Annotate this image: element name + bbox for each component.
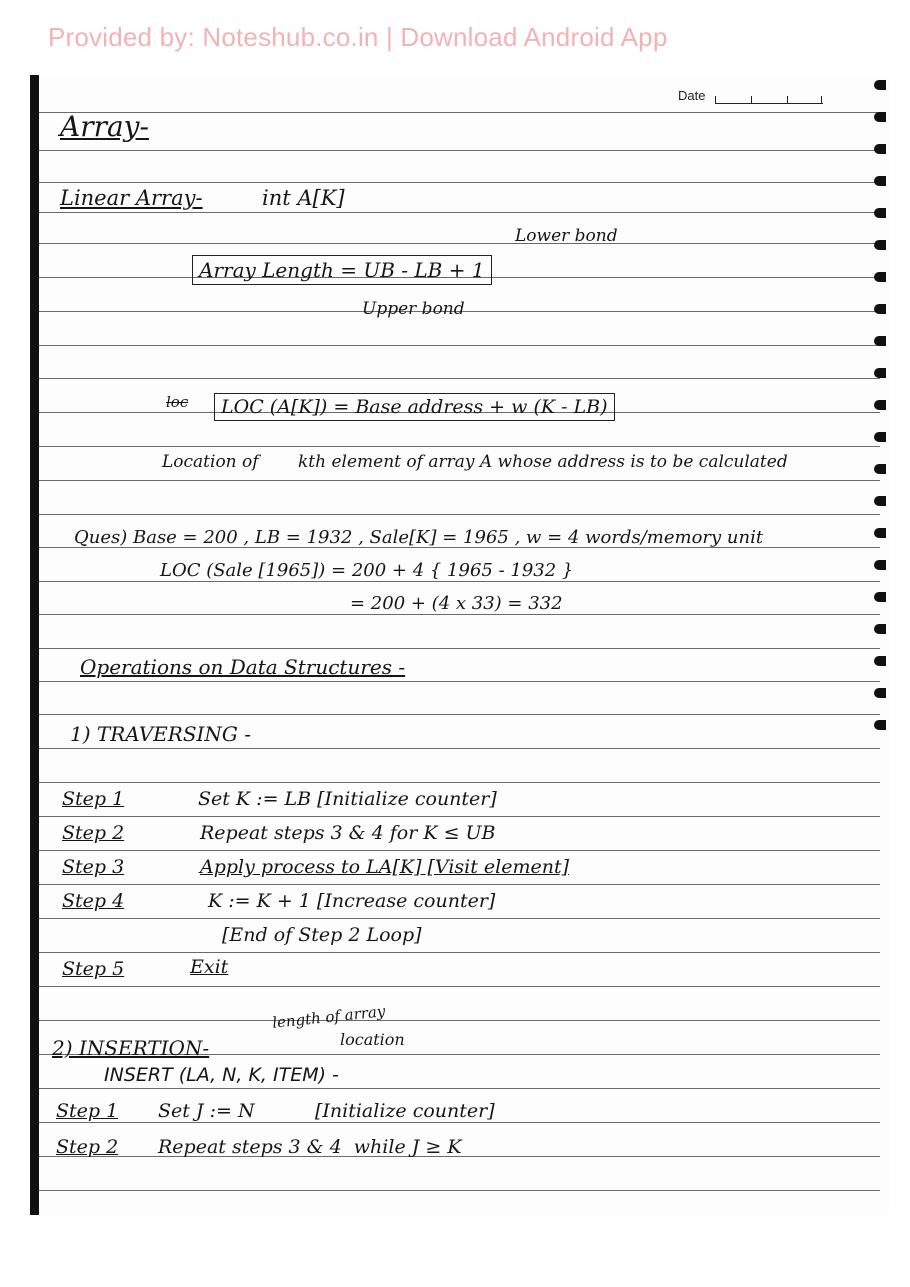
operations-heading: Operations on Data Structures -	[80, 655, 406, 679]
step-text: Repeat steps 3 & 4 for K ≤ UB	[200, 822, 496, 844]
upper-bound-note: Upper bond	[362, 299, 465, 319]
loc-element-note: kth element of array A whose address is to be calculated	[298, 452, 788, 472]
date-label: Date	[678, 88, 706, 103]
step-label: Step 5	[62, 958, 125, 980]
linear-array-label: Linear Array-	[60, 186, 203, 210]
page-title: Array-	[60, 110, 149, 143]
question-line-3: = 200 + (4 x 33) = 332	[350, 593, 563, 614]
loc-prefix: loc	[166, 393, 189, 411]
lower-bound-note: Lower bond	[515, 226, 618, 246]
step-label: Step 1	[62, 788, 125, 810]
insertion-heading: 2) INSERTION-	[52, 1036, 210, 1060]
array-length-formula: Array Length = UB - LB + 1	[192, 255, 492, 285]
date-boxes	[715, 93, 823, 104]
question-line-1: Ques) Base = 200 , LB = 1932 , Sale[K] = 1965 , w = 4 words/memory unit	[74, 527, 764, 548]
array-declaration: int A[K]	[262, 186, 345, 210]
step-label: Step 2	[56, 1136, 119, 1158]
step-text: Set J := N [Initialize counter]	[158, 1100, 495, 1122]
loc-formula: LOC (A[K]) = Base address + w (K - LB)	[214, 393, 615, 421]
loc-location-note: Location of	[162, 452, 259, 472]
step-text: K := K + 1 [Increase counter]	[208, 890, 496, 912]
step-label: Step 2	[62, 822, 125, 844]
traversing-heading: 1) TRAVERSING -	[70, 722, 252, 746]
step-text: [End of Step 2 Loop]	[222, 924, 422, 946]
insert-signature: INSERT (LA, N, K, ITEM) -	[104, 1064, 339, 1086]
watermark-text: Provided by: Noteshub.co.in | Download Android App	[48, 22, 668, 52]
length-of-array-note: length of array	[271, 1002, 387, 1032]
step-label: Step 4	[62, 890, 125, 912]
step-text: Set K := LB [Initialize counter]	[198, 788, 497, 810]
step-text: Apply process to LA[K] [Visit element]	[200, 856, 570, 878]
step-label: Step 3	[62, 856, 125, 878]
question-line-2: LOC (Sale [1965]) = 200 + 4 { 1965 - 1932 }	[160, 560, 574, 581]
step-text: Exit	[190, 956, 229, 978]
step-label: Step 1	[56, 1100, 119, 1122]
step-text: Repeat steps 3 & 4 while J ≥ K	[158, 1136, 462, 1158]
location-note: location	[340, 1030, 405, 1049]
